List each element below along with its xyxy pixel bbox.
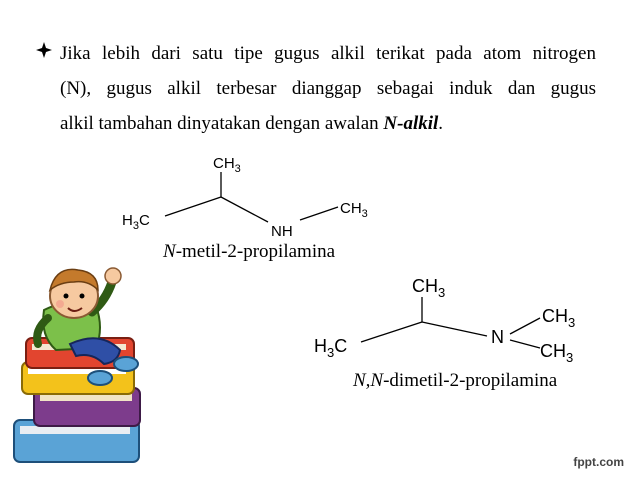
bullet-line-2: (N), gugus alkil terbesar dianggap sebagai induk dan gugus [60,78,596,99]
bullet-line-1: Jika lebih dari satu tipe gugus alkil terikat pada atom nitrogen [60,43,596,64]
s1-left-h3c-label: $H_3C$ [122,212,150,232]
footer-brand: fppt.com [573,455,624,469]
cartoon-boy-on-books-illustration [14,268,140,462]
s2-n-label: N [491,327,504,347]
s1-right-ch3-label: $CH_3$ [340,200,368,220]
s1-nh-label: NH [271,223,293,240]
s2-lower-right-ch3-label: $CH_3$ [540,341,574,365]
structure-n-metil-2-propilamina [122,155,368,240]
line3-suffix: . [438,113,444,134]
line3-prefix: alkil tambahan dinyatakan dengan awalan [60,113,384,134]
caption-structure-2: N,N-dimetil-2-propilamina [353,370,558,391]
n-alkil-term: N-alkil [383,113,439,134]
s2-upper-right-ch3-label: $CH_3$ [542,306,576,330]
s1-top-ch3-label: $CH_3$ [213,155,241,175]
structure-n-n-dimetil-2-propilamina [314,276,575,365]
caption-structure-1: N-metil-2-propilamina [163,241,336,262]
s2-left-h3c-label: $H_3C$ [314,336,348,360]
s2-top-ch3-label: $CH_3$ [412,276,446,300]
